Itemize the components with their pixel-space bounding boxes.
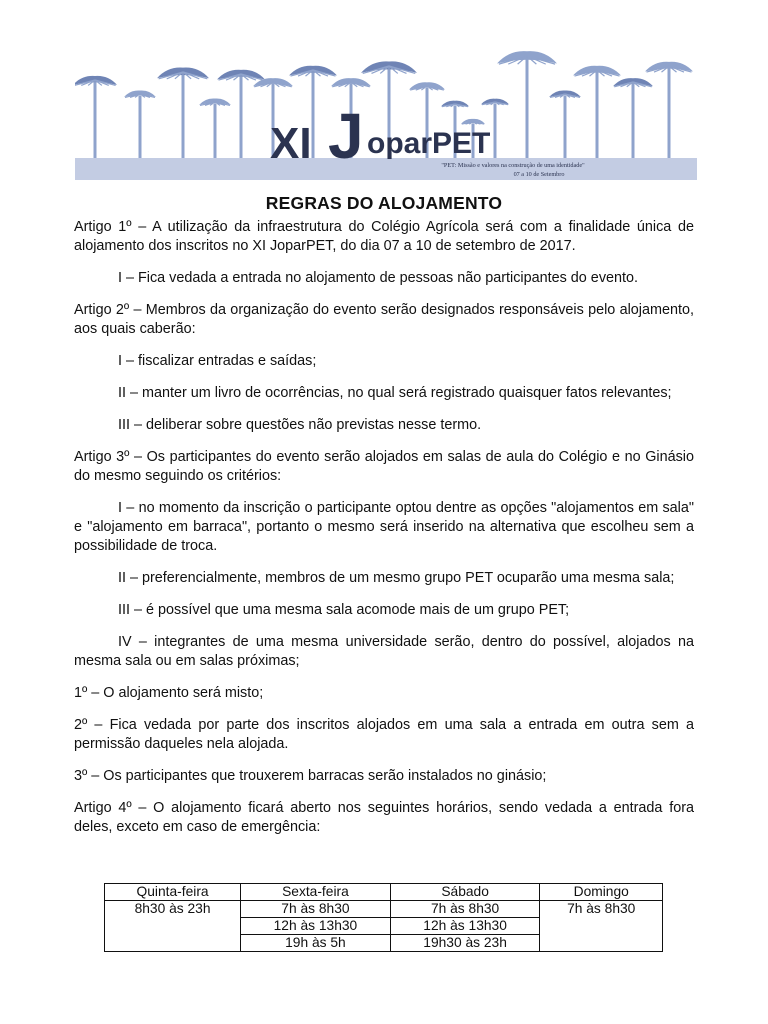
logo-suffix: oparPET <box>367 127 491 160</box>
araucaria-trees-illustration <box>75 50 697 180</box>
friday-hours-3: 19h às 5h <box>241 935 391 952</box>
araucaria-tree <box>157 68 209 158</box>
araucaria-tree <box>75 76 117 158</box>
araucaria-tree <box>199 98 231 158</box>
friday-hours-2: 12h às 13h30 <box>241 918 391 935</box>
araucaria-tree <box>645 62 693 158</box>
banner-footer-band <box>75 158 697 180</box>
header-saturday: Sábado <box>390 884 540 901</box>
article-2-clause-3: III – deliberar sobre questões não previstas nesse termo. <box>118 417 482 433</box>
paragraph-1: 1º – O alojamento será misto; <box>74 685 264 701</box>
article-2: Artigo 2º – Membros da organização do evento serão designados responsáveis pelo alojamento, aos quais caberão: <box>74 302 694 337</box>
araucaria-tree <box>613 78 653 158</box>
banner-tagline: "PET: Missão e valores na construção de uma identidade" <box>441 162 585 169</box>
table-row <box>105 901 663 918</box>
thursday-hours: 8h30 às 23h <box>105 901 241 952</box>
logo-prefix: XI <box>270 119 312 168</box>
logo-letter: J <box>328 100 364 172</box>
article-3-clause-1: I – no momento da inscrição o participante optou dentre as opções "alojamentos em sala" e "alojamento em barraca", portanto o mesmo será inserido na alternativa que escolheu sem a possibilidade de troca. <box>74 500 694 554</box>
saturday-hours-1: 7h às 8h30 <box>390 901 540 918</box>
article-2-clause-2: II – manter um livro de ocorrências, no qual será registrado quaisquer fatos relevantes; <box>118 385 672 401</box>
saturday-hours-2: 12h às 13h30 <box>390 918 540 935</box>
header-friday: Sexta-feira <box>241 884 391 901</box>
sunday-hours: 7h às 8h30 <box>540 901 663 952</box>
schedule-table <box>104 883 663 952</box>
article-2-clause-1: I – fiscalizar entradas e saídas; <box>118 353 317 369</box>
paragraph-2: 2º – Fica vedada por parte dos inscritos alojados em uma sala a entrada em outra sem a permissão daqueles nela alojada. <box>74 717 694 752</box>
article-3-clause-4: IV – integrantes de uma mesma universidade serão, dentro do possível, alojados na mesma sala ou em salas próximas; <box>74 634 694 669</box>
araucaria-tree <box>549 90 581 158</box>
article-1: Artigo 1º – A utilização da infraestrutura do Colégio Agrícola será com a finalidade única de alojamento dos inscritos no XI JoparPET, do dia 07 a 10 de setembro de 2017. <box>74 219 694 254</box>
header-sunday: Domingo <box>540 884 663 901</box>
header-thursday: Quinta-feira <box>105 884 241 901</box>
document-body <box>74 218 694 850</box>
article-3-clause-3: III – é possível que uma mesma sala acomode mais de um grupo PET; <box>118 602 570 618</box>
article-3-clause-2: II – preferencialmente, membros de um mesmo grupo PET ocuparão uma mesma sala; <box>118 570 675 586</box>
table-header-row <box>105 884 663 901</box>
page-title: REGRAS DO ALOJAMENTO <box>265 193 503 213</box>
article-3: Artigo 3º – Os participantes do evento serão alojados em salas de aula do Colégio e no Ginásio do mesmo seguindo os critérios: <box>74 449 694 484</box>
event-banner <box>75 50 697 180</box>
araucaria-tree <box>124 90 156 158</box>
article-1-clause-1: I – Fica vedada a entrada no alojamento de pessoas não participantes do evento. <box>118 270 639 286</box>
saturday-hours-3: 19h30 às 23h <box>390 935 540 952</box>
araucaria-tree <box>573 66 621 158</box>
friday-hours-1: 7h às 8h30 <box>241 901 391 918</box>
banner-dates: 07 a 10 de Setembro <box>513 171 565 178</box>
paragraph-3: 3º – Os participantes que trouxerem barracas serão instalados no ginásio; <box>74 768 547 784</box>
article-4: Artigo 4º – O alojamento ficará aberto nos seguintes horários, sendo vedada a entrada fora deles, exceto em caso de emergência: <box>74 800 694 835</box>
